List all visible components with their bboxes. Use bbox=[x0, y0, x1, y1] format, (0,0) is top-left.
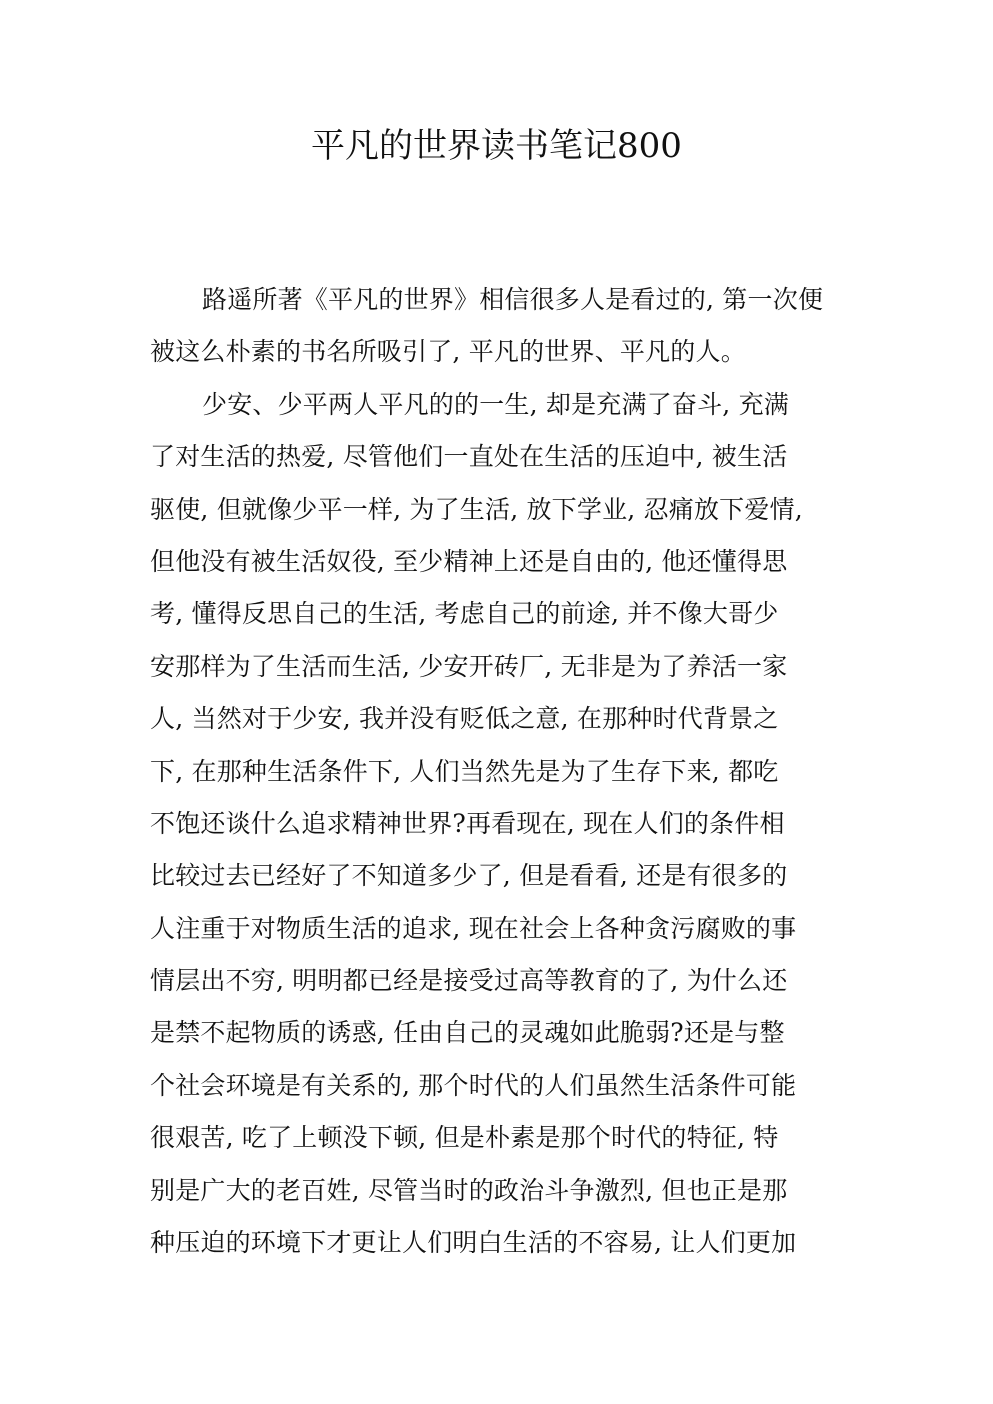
text-line: 不饱还谈什么追求精神世界?再看现在, 现在人们的条件相 bbox=[150, 808, 785, 838]
text-line: 驱使, 但就像少平一样, 为了生活, 放下学业, 忍痛放下爱情, bbox=[150, 494, 803, 524]
document-body bbox=[150, 274, 850, 1269]
text-line: 被这么朴素的书名所吸引了, 平凡的世界、平凡的人。 bbox=[150, 337, 746, 367]
text-line: 是禁不起物质的诱惑, 任由自己的灵魂如此脆弱?还是与整 bbox=[150, 1018, 785, 1048]
text-line: 下, 在那种生活条件下, 人们当然先是为了生存下来, 都吃 bbox=[150, 756, 779, 786]
text-line: 情层出不穷, 明明都已经是接受过高等教育的了, 为什么还 bbox=[150, 966, 788, 996]
text-line: 别是广大的老百姓, 尽管当时的政治斗争激烈, 但也正是那 bbox=[150, 1175, 788, 1205]
text-line: 种压迫的环境下才更让人们明白生活的不容易, 让人们更加 bbox=[150, 1228, 797, 1258]
text-line: 考, 懂得反思自己的生活, 考虑自己的前途, 并不像大哥少 bbox=[150, 599, 779, 629]
text-line: 安那样为了生活而生活, 少安开砖厂, 无非是为了养活一家 bbox=[150, 651, 788, 681]
text-line: 比较过去已经好了不知道多少了, 但是看看, 还是有很多的 bbox=[150, 861, 788, 891]
text-line: 路遥所著《平凡的世界》相信很多人是看过的, 第一次便 bbox=[202, 285, 824, 314]
text-line: 但他没有被生活奴役, 至少精神上还是自由的, 他还懂得思 bbox=[150, 546, 788, 576]
text-line: 个社会环境是有关系的, 那个时代的人们虽然生活条件可能 bbox=[150, 1070, 797, 1100]
page-title: 平凡的世界读书笔记800 bbox=[311, 126, 682, 166]
text-line: 了对生活的热爱, 尽管他们一直处在生活的压迫中, 被生活 bbox=[150, 442, 788, 472]
text-line: 很艰苦, 吃了上顿没下顿, 但是朴素是那个时代的特征, 特 bbox=[150, 1123, 779, 1153]
text-line: 少安、少平两人平凡的的一生, 却是充满了奋斗, 充满 bbox=[202, 389, 789, 419]
text-line: 人注重于对物质生活的追求, 现在社会上各种贪污腐败的事 bbox=[150, 913, 797, 943]
text-line: 人, 当然对于少安, 我并没有贬低之意, 在那种时代背景之 bbox=[150, 704, 779, 734]
